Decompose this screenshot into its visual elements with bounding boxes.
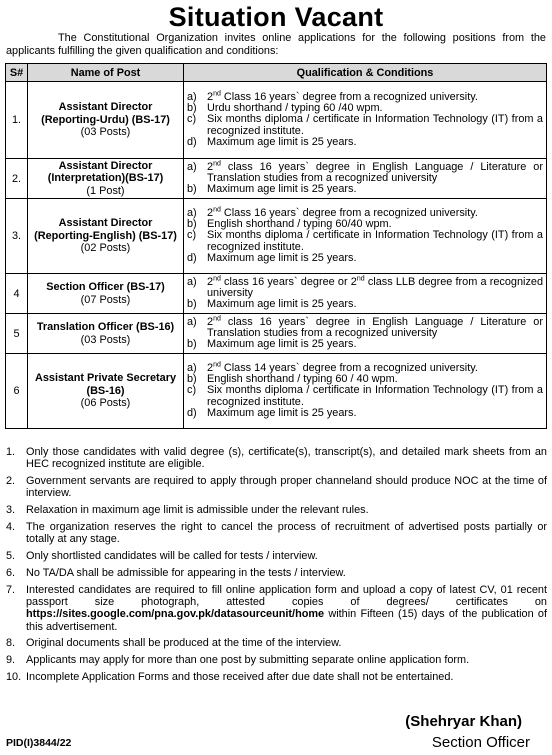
qualification-item [184, 114, 543, 137]
ordinal-suffix: nd [213, 159, 221, 167]
vacancy-table [5, 63, 547, 429]
qualification-letter: d) [187, 251, 197, 264]
text-part: class 16 years` degree in English Language / Literature or Translation studies from a recognized university [207, 160, 543, 184]
post-count: (03 Posts) [80, 126, 131, 139]
qualification-item [184, 385, 543, 408]
ordinal-suffix: nd [213, 90, 221, 98]
qualification-letter: c) [187, 113, 197, 126]
qualification-item [184, 274, 543, 300]
qualification-letter: b) [187, 102, 197, 115]
text-part: Six months diploma / certificate in Information Technology (IT) from a recognized institute. [207, 384, 543, 408]
qualification-item [184, 314, 543, 340]
signatory-title: Section Officer [431, 734, 530, 751]
note-number: 1. [6, 446, 16, 458]
note-number: 4. [6, 520, 16, 533]
note-text-part: The organization reserves the right to cancel the process of recruitment of advertised posts partially or totally at any stage. [26, 520, 547, 546]
note-text [26, 654, 547, 666]
qualification-text [207, 274, 543, 300]
table-row [6, 82, 547, 159]
qualification-text [207, 314, 543, 340]
note-text-part: Only shortlisted candidates will be called for tests / interview. [26, 550, 318, 563]
note-text-part: Applicants may apply for more than one post by submitting separate online application form. [26, 654, 470, 667]
text-part: 2 [207, 206, 214, 219]
note-text [26, 521, 547, 546]
qualification-letter: c) [187, 229, 197, 242]
text-part: 2 [207, 90, 214, 103]
note-text-part: Original documents shall be produced at the time of the interview. [26, 637, 342, 650]
qualification-text [207, 299, 543, 310]
qualification-letter: c) [187, 384, 197, 397]
table-row [6, 159, 547, 199]
post-name: Assistant Director (Reporting-Urdu) (BS-17) [41, 101, 170, 126]
table-row [6, 274, 547, 314]
row-number: 1. [6, 82, 28, 159]
intro-text: The Constitutional Organization invites online applications for the following positions from the applicants fulfilling the given qualification and conditions: [6, 32, 546, 57]
qualification-item [184, 253, 543, 264]
qualification-item [184, 230, 543, 253]
ordinal-suffix: nd [213, 314, 221, 322]
note-item [5, 550, 547, 562]
qualification-text [207, 137, 543, 148]
text-part: Class 14 years` degree from a recognized university. [220, 361, 478, 374]
post-count: (06 Posts) [80, 397, 131, 410]
note-text-part: Relaxation in maximum age limit is admissible under the relevant rules. [26, 504, 369, 517]
text-part: Maximum age limit is 25 years. [207, 135, 357, 148]
note-text [26, 637, 547, 649]
note-number: 8. [6, 637, 16, 650]
table-header-row [6, 64, 547, 82]
post-name: Section Officer (BS-17) [46, 281, 165, 294]
note-text [26, 550, 547, 562]
application-link[interactable]: https://sites.google.com/pna.gov.pk/datasourceunit/home [26, 608, 325, 621]
note-item [5, 637, 547, 649]
note-item [5, 475, 547, 500]
note-text [26, 446, 547, 471]
note-text [26, 671, 547, 683]
text-part: Six months diploma / certificate in Information Technology (IT) from a recognized institute. [207, 113, 543, 137]
text-part: class 16 years` degree or 2 [220, 275, 357, 288]
text-part: Class 16 years` degree from a recognized university. [220, 90, 478, 103]
header-qualification: Qualification & Conditions [184, 64, 547, 82]
note-item [5, 504, 547, 516]
row-number: 3. [6, 199, 28, 274]
post-name: Assistant Director (Interpretation)(BS-17) [47, 159, 164, 185]
note-text [26, 584, 547, 633]
qualification-item [184, 408, 543, 419]
row-number: 2. [6, 159, 28, 199]
post-count: (1 Post) [86, 184, 125, 197]
note-number: 9. [6, 654, 16, 667]
qualification-text [207, 408, 543, 419]
text-part: Maximum age limit is 25 years. [207, 338, 357, 351]
text-part: Maximum age limit is 25 years. [207, 183, 357, 196]
qualification-letter: a) [187, 275, 197, 288]
note-text-part: No TA/DA shall be admissible for appearing in the tests / interview. [26, 566, 346, 579]
note-text [26, 504, 547, 516]
row-number: 5 [6, 314, 28, 354]
qualification-item [184, 299, 543, 310]
note-number: 10. [6, 670, 22, 683]
qualification-letter: a) [187, 90, 197, 103]
qualification-letter: d) [187, 406, 197, 419]
note-item [5, 567, 547, 579]
qualification-letter: b) [187, 338, 197, 351]
text-part: Urdu shorthand / typing 60 /40 wpm. [207, 102, 383, 115]
text-part: Maximum age limit is 25 years. [207, 406, 357, 419]
note-number: 2. [6, 475, 16, 488]
qualification-cell [184, 82, 547, 159]
qualification-letter: d) [187, 135, 197, 148]
post-count: (03 Posts) [80, 333, 131, 346]
conditions-list [5, 446, 547, 688]
signatory-name: (Shehryar Khan) [405, 713, 522, 730]
ordinal-suffix: nd [213, 361, 221, 369]
page-title: Situation Vacant [168, 2, 384, 32]
text-part: Maximum age limit is 25 years. [207, 251, 357, 264]
qualification-cell [184, 314, 547, 354]
qualification-text [207, 385, 543, 408]
qualification-text [207, 339, 543, 350]
post-cell [28, 199, 184, 274]
qualification-item [184, 184, 543, 195]
post-cell [28, 274, 184, 314]
qualification-item [184, 159, 543, 185]
note-text-part: within Fifteen (15) days of the publication of this advertisement. [26, 608, 547, 633]
text-part: 2 [207, 315, 214, 328]
text-part: class LLB degree from a recognized university [207, 275, 543, 299]
text-part: English shorthand / typing 60 / 40 wpm. [207, 373, 398, 386]
qualification-cell [184, 274, 547, 314]
post-cell [28, 354, 184, 429]
text-part: 2 [207, 361, 214, 374]
post-name: Assistant Director (Reporting-English) (BS-17) [34, 217, 177, 242]
ordinal-suffix: nd [356, 274, 365, 282]
qualification-cell [184, 354, 547, 429]
qualification-cell [184, 159, 547, 199]
text-part: 2 [207, 275, 214, 288]
qualification-letter: a) [187, 206, 197, 219]
post-cell [28, 82, 184, 159]
post-cell [28, 314, 184, 354]
note-number: 6. [6, 566, 16, 579]
ordinal-suffix: nd [213, 274, 221, 282]
text-part: Six months diploma / certificate in Information Technology (IT) from a recognized institute. [207, 229, 543, 253]
table-row [6, 199, 547, 274]
qualification-text [207, 159, 543, 185]
post-count: (02 Posts) [80, 242, 131, 255]
note-number: 5. [6, 550, 16, 563]
qualification-text [207, 114, 543, 137]
note-text-part: Incomplete Application Forms and those received after due date shall not be entertained. [26, 670, 454, 683]
text-part: Class 16 years` degree from a recognized university. [220, 206, 478, 219]
qualification-letter: a) [187, 315, 197, 328]
note-item [5, 521, 547, 546]
header-sn: S# [6, 64, 28, 82]
qualification-letter: b) [187, 373, 197, 386]
note-text [26, 567, 547, 579]
text-part: English shorthand / typing 60/40 wpm. [207, 218, 392, 231]
qualification-letter: a) [187, 160, 197, 173]
qualification-letter: b) [187, 298, 197, 311]
text-part: Maximum age limit is 25 years. [207, 298, 357, 311]
row-number: 6 [6, 354, 28, 429]
note-item [5, 654, 547, 666]
ordinal-suffix: nd [213, 206, 221, 214]
note-item [5, 446, 547, 471]
table-row [6, 314, 547, 354]
note-text [26, 475, 547, 500]
qualification-letter: b) [187, 218, 197, 231]
qualification-letter: a) [187, 361, 197, 374]
qualification-item [184, 137, 543, 148]
qualification-cell [184, 199, 547, 274]
post-name: Assistant Private Secretary (BS-16) [34, 372, 177, 397]
qualification-text [207, 230, 543, 253]
note-number: 3. [6, 504, 16, 517]
qualification-text [207, 253, 543, 264]
text-part: class 16 years` degree in English Language / Literature or Translation studies from a recognized university [207, 315, 543, 339]
qualification-text [207, 184, 543, 195]
qualification-letter: b) [187, 183, 197, 196]
header-post: Name of Post [28, 64, 184, 82]
post-cell [28, 159, 184, 199]
note-text-part: Government servants are required to apply through proper channeland should produce NOC at the time of interview. [26, 475, 547, 500]
post-count: (07 Posts) [80, 293, 131, 306]
pid-number: PID(I)3844/22 [6, 737, 72, 749]
note-number: 7. [6, 583, 16, 596]
text-part: 2 [207, 160, 214, 173]
note-item [5, 584, 547, 633]
note-text-part: Interested candidates are required to fill online application form and upload a copy of latest CV, 01 recent passport size photograph, attested copies of degrees/ certificates on [26, 583, 547, 608]
post-name: Translation Officer (BS-16) [36, 321, 175, 334]
table-row [6, 354, 547, 429]
qualification-item [184, 339, 543, 350]
note-text-part: Only those candidates with valid degree (s), certificate(s), transcript(s), and detailed mark sheets from an HEC recognized institute are eligible. [26, 446, 547, 471]
note-item [5, 671, 547, 683]
row-number: 4 [6, 274, 28, 314]
